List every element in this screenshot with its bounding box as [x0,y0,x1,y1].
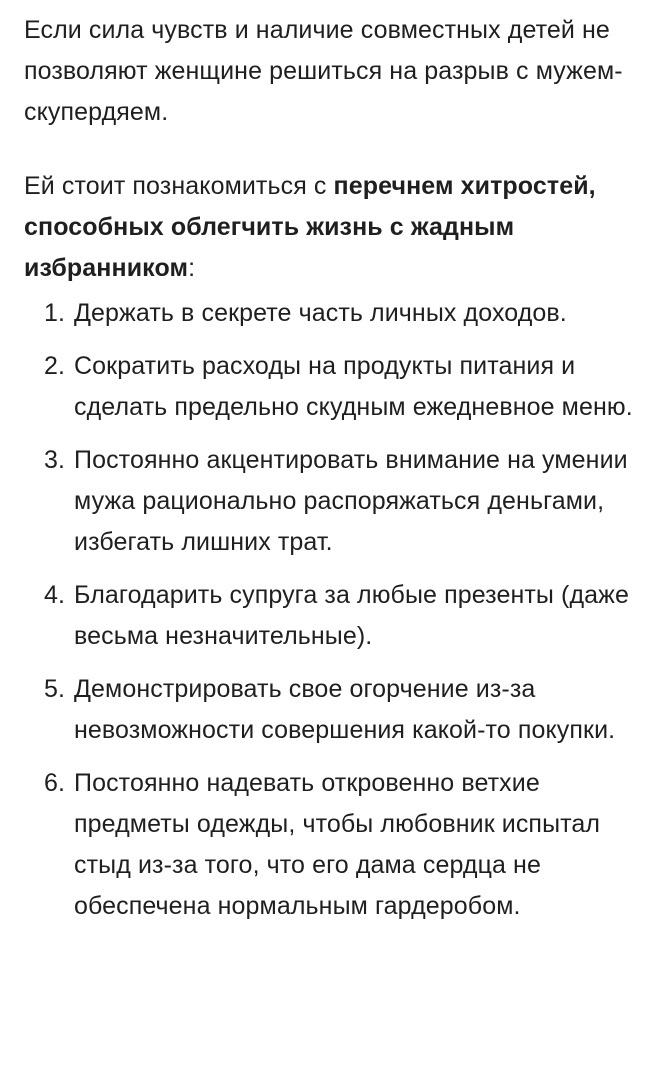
intro-paragraph: Если сила чувств и наличие совместных детей не позволяют женщине решиться на разрыв с мужем-скупердяем. [24,16,623,126]
list-item-number: 4. [44,581,66,609]
list-item-number: 2. [44,352,66,380]
list-item-text: Демонстрировать свое огорчение из-за невозможности совершения какой-то покупки. [74,675,616,744]
tips-list [24,293,645,927]
list-item-number: 5. [44,675,66,703]
list-item [24,346,645,428]
list-item-text: Благодарить супруга за любые презенты (даже весьма незначительные). [74,581,629,650]
lead-colon: : [188,254,196,282]
list-item-number: 3. [44,446,66,474]
lead-text: Ей стоит познакомиться с [24,172,334,200]
list-item [24,575,645,657]
list-item [24,293,645,334]
list-item-text: Сократить расходы на продукты питания и сделать предельно скудным ежедневное меню. [74,352,633,421]
list-item-text: Постоянно акцентировать внимание на умении мужа рационально распоряжаться деньгами, избегать лишних трат. [74,446,628,556]
list-item-number: 6. [44,769,66,797]
list-item-text: Держать в секрете часть личных доходов. [74,299,567,327]
list-item [24,763,645,927]
lead-paragraph [24,166,645,289]
list-item-text: Постоянно надевать откровенно ветхие предметы одежды, чтобы любовник испытал стыд из-за того, что его дама сердца не обеспечена нормальным гардеробом. [74,769,601,920]
list-item [24,440,645,563]
lead-bold-text: перечнем хитростей, способных облегчить жизнь с жадным избранником [24,172,596,282]
list-item [24,669,645,751]
list-item-number: 1. [44,299,66,327]
